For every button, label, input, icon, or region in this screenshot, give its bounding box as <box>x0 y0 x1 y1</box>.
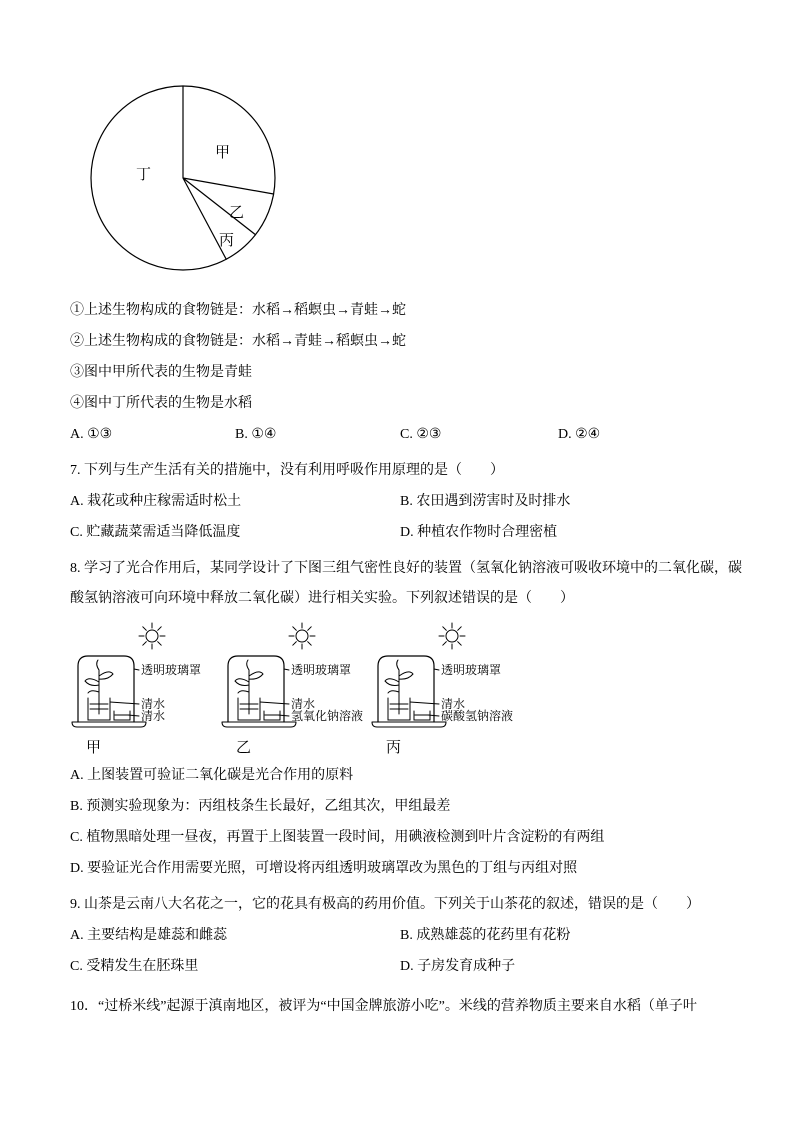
dish <box>414 711 430 720</box>
dish <box>264 711 280 720</box>
beaker-label: 清水 <box>291 697 316 711</box>
apparatus-figure <box>70 624 745 756</box>
q6-block <box>70 295 745 450</box>
q7-option-c: C. 贮藏蔬菜需适当降低温度 <box>70 525 241 540</box>
q7-block <box>70 456 745 548</box>
setup-name-bing: 丙 <box>386 740 402 756</box>
apparatus-setup-yi <box>220 624 370 756</box>
q7-option-d: D. 种植农作物时合理密植 <box>400 525 558 540</box>
q9-stem: 9. 山茶是云南八大名花之一，它的花具有极高的药用价值。下列关于山茶花的叙述，错误的是（ ） <box>70 897 700 912</box>
cover-label: 透明玻璃罩 <box>441 663 502 677</box>
setup-name-yi: 乙 <box>236 740 252 756</box>
bell-jar <box>228 656 284 722</box>
setup-name-jia: 甲 <box>86 740 102 756</box>
q6-options-row <box>70 419 745 450</box>
q9-options-row-1 <box>70 920 745 951</box>
sun-icon <box>439 623 465 649</box>
q8-block <box>70 554 745 884</box>
pie-label-ding: 丁 <box>136 167 152 183</box>
q9-option-d: D. 子房发育成种子 <box>400 959 516 974</box>
plant <box>385 660 413 714</box>
q6-option-b: B. ①④ <box>235 427 277 442</box>
q9-option-c: C. 受精发生在胚珠里 <box>70 959 199 974</box>
q7-option-a: A. 栽花或种庄稼需适时松土 <box>70 494 242 509</box>
q8-option-a: A. 上图装置可验证二氧化碳是光合作用的原料 <box>70 768 354 783</box>
pie-chart <box>70 83 370 283</box>
apparatus-setup-jia <box>70 624 220 756</box>
dish <box>114 711 130 720</box>
tray <box>372 722 446 727</box>
food-chain-statement-3: ③图中甲所代表的生物是青蛙 <box>70 365 252 380</box>
sun-icon <box>139 623 165 649</box>
q10-stem: 10．“过桥米线”起源于滇南地区，被评为“中国金牌旅游小吃”。米线的营养物质主要来自水稻（单子叶 <box>70 999 697 1014</box>
bell-jar <box>378 656 434 722</box>
dish-label: 碳酸氢钠溶液 <box>441 709 514 723</box>
q8-option-c: C. 植物黑暗处理一昼夜，再置于上图装置一段时间，用碘液检测到叶片含淀粉的有两组 <box>70 830 605 845</box>
food-chain-statement-4: ④图中丁所代表的生物是水稻 <box>70 396 252 411</box>
q7-options-row-1 <box>70 486 745 517</box>
q8-option-b: B. 预测实验现象为：丙组枝条生长最好，乙组其次，甲组最差 <box>70 799 451 814</box>
q6-option-c: C. ②③ <box>400 427 442 442</box>
pie-label-yi: 乙 <box>229 205 245 221</box>
q8-stem: 8. 学习了光合作用后，某同学设计了下图三组气密性良好的装置（氢氧化钠溶液可吸收环境中的二氧化碳，碳酸氢钠溶液可向环境中释放二氧化碳）进行相关实验。下列叙述错误的是（ ） <box>70 561 742 606</box>
q7-option-b: B. 农田遇到涝害时及时排水 <box>400 494 571 509</box>
tray <box>72 722 146 727</box>
leader-lines <box>410 669 439 716</box>
food-chain-statement-1: ①上述生物构成的食物链是：水稻→稻螟虫→青蛙→蛇 <box>70 303 406 318</box>
cover-label: 透明玻璃罩 <box>141 663 202 677</box>
q9-option-a: A. 主要结构是雄蕊和雌蕊 <box>70 928 228 943</box>
q8-option-d: D. 要验证光合作用需要光照，可增设将丙组透明玻璃罩改为黑色的丁组与丙组对照 <box>70 861 578 876</box>
pie-label-jia: 甲 <box>215 145 231 161</box>
leader-lines <box>260 669 289 716</box>
plant <box>85 660 113 714</box>
tray <box>222 722 296 727</box>
pie-label-bing: 丙 <box>219 233 235 249</box>
exam-content <box>0 83 793 1022</box>
beaker-label: 清水 <box>141 697 166 711</box>
q9-options-row-2 <box>70 951 745 982</box>
leader-lines <box>110 669 139 716</box>
apparatus-setup-bing <box>370 624 520 756</box>
sun-icon <box>289 623 315 649</box>
q6-option-d: D. ②④ <box>558 427 601 442</box>
dish-label: 氢氧化钠溶液 <box>291 709 364 723</box>
q6-option-a: A. ①③ <box>70 427 113 442</box>
food-chain-statement-2: ②上述生物构成的食物链是：水稻→青蛙→稻螟虫→蛇 <box>70 334 406 349</box>
q9-option-b: B. 成熟雄蕊的花药里有花粉 <box>400 928 571 943</box>
q7-options-row-2 <box>70 517 745 548</box>
plant <box>235 660 263 714</box>
q9-block <box>70 890 745 982</box>
beaker-label: 清水 <box>441 697 466 711</box>
q10-block <box>70 992 745 1022</box>
dish-label: 清水 <box>141 709 166 723</box>
bell-jar <box>78 656 134 722</box>
cover-label: 透明玻璃罩 <box>291 663 352 677</box>
q7-stem: 7. 下列与生产生活有关的措施中，没有利用呼吸作用原理的是（ ） <box>70 463 504 478</box>
